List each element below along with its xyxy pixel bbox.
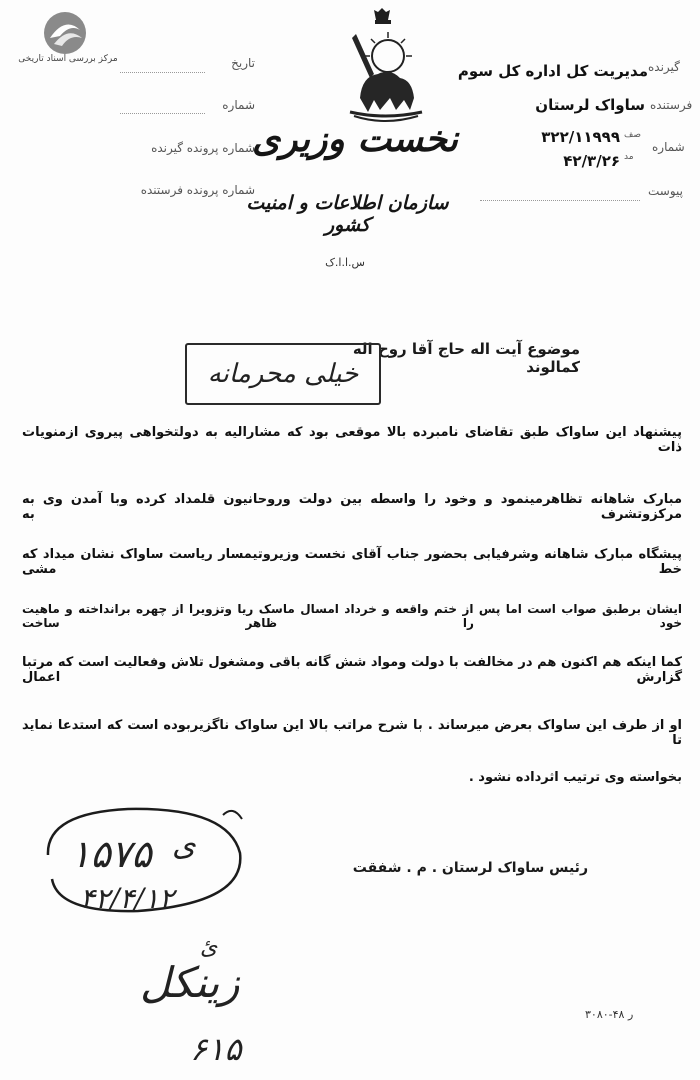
archive-logo-icon bbox=[40, 8, 90, 58]
lion-and-sun-crest-icon bbox=[330, 8, 440, 128]
body-line-5: کما اینکه هم اکنون هم در مخالفت با دولت ومواد شش گانه باقی ومشغول تلاش وفعالیت است که مرتبا گزارش اعمال bbox=[22, 655, 682, 685]
letter-date: ۴۲/۳/۲۶ bbox=[563, 152, 620, 170]
handwritten-note-mark: ئ bbox=[200, 935, 218, 960]
handwritten-number: ۱۵۷۵ bbox=[70, 832, 152, 876]
archive-watermark-text: مرکز بررسی اسناد تاریخی bbox=[18, 54, 118, 64]
left-number-dotted-line bbox=[120, 113, 205, 114]
subject-line: موضوع آیت اله حاج آقا روح اله کمالوند bbox=[352, 340, 580, 376]
footer-code: ر ۴۸-۳۰۸۰ bbox=[585, 1008, 634, 1021]
attachment-label: پیوست bbox=[648, 184, 683, 198]
attachment-dotted-line bbox=[480, 200, 640, 201]
handwritten-date: ۴۲/۴/۱۲ bbox=[80, 882, 175, 915]
body-line-6: او از طرف این ساواک بعرض میرساند . با شرح مراتب بالا این ساواک ناگزیربوده است که استدعا نماید تا bbox=[22, 718, 682, 748]
classification-stamp-text: خیلی محرمانه bbox=[207, 359, 359, 389]
date-label: تاریخ bbox=[231, 56, 255, 70]
signature-line: رئیس ساواک لرستان . م . شفقت bbox=[352, 860, 588, 876]
handwritten-note: زینکل bbox=[140, 958, 240, 1007]
body-line-3: پیشگاه مبارک شاهانه وشرفیابی بحضور جناب آقای نخست وزیروتیمسار ریاست ساواک نشان میداد که خط مشی bbox=[22, 547, 682, 577]
sender-label: فرستنده bbox=[650, 98, 693, 112]
recipient-file-number-label: شماره پرونده گیرنده bbox=[151, 141, 255, 155]
recipient-label: گیرنده bbox=[648, 60, 680, 74]
number-label: شماره bbox=[652, 140, 685, 154]
body-line-1: پیشنهاد این ساواک طبق تقاضای نامبرده بالا موقعی بود که مشارالیه به دولتخواهی پیروی ازمنویات ذات bbox=[22, 425, 682, 455]
sender-file-number-label: شماره پرونده فرستنده bbox=[140, 183, 255, 197]
left-number-label: شماره bbox=[222, 98, 255, 112]
ministry-title: نخست وزیری bbox=[251, 118, 459, 160]
recipient-value: مدیریت کل اداره کل سوم bbox=[457, 62, 648, 80]
body-line-4: ایشان برطبق صواب است اما پس از ختم واقعه و خرداد امسال ماسک ریا وتزویرا از چهره برانداخته و ماهیت خود را ظاهر ساخت bbox=[22, 602, 682, 630]
date-dotted-line bbox=[120, 72, 205, 73]
handwritten-note-code: ۶۱۵ bbox=[190, 1030, 242, 1068]
number-sub-bottom: مد bbox=[624, 152, 634, 162]
classification-stamp bbox=[185, 343, 381, 405]
sender-value: ساواک لرستان bbox=[535, 96, 645, 114]
organization-subtitle: سازمان اطلاعات و امنیت کشور bbox=[246, 192, 449, 236]
body-line-2: مبارک شاهانه تظاهرمینمود و وخود را واسطه بین دولت وروحانیون قلمداد کرده وبا آمدن وی به مرکزوتشرف به bbox=[22, 492, 682, 522]
body-line-7: بخواسته وی ترتیب اثرداده نشود . bbox=[468, 770, 682, 785]
number-sub-top: صف bbox=[624, 130, 641, 140]
handwritten-number-suffix: ی bbox=[172, 828, 196, 863]
organization-code: س.ا.ا.ک bbox=[325, 256, 365, 269]
letter-number: ۳۲۲/۱۱۹۹۹ bbox=[541, 128, 620, 146]
